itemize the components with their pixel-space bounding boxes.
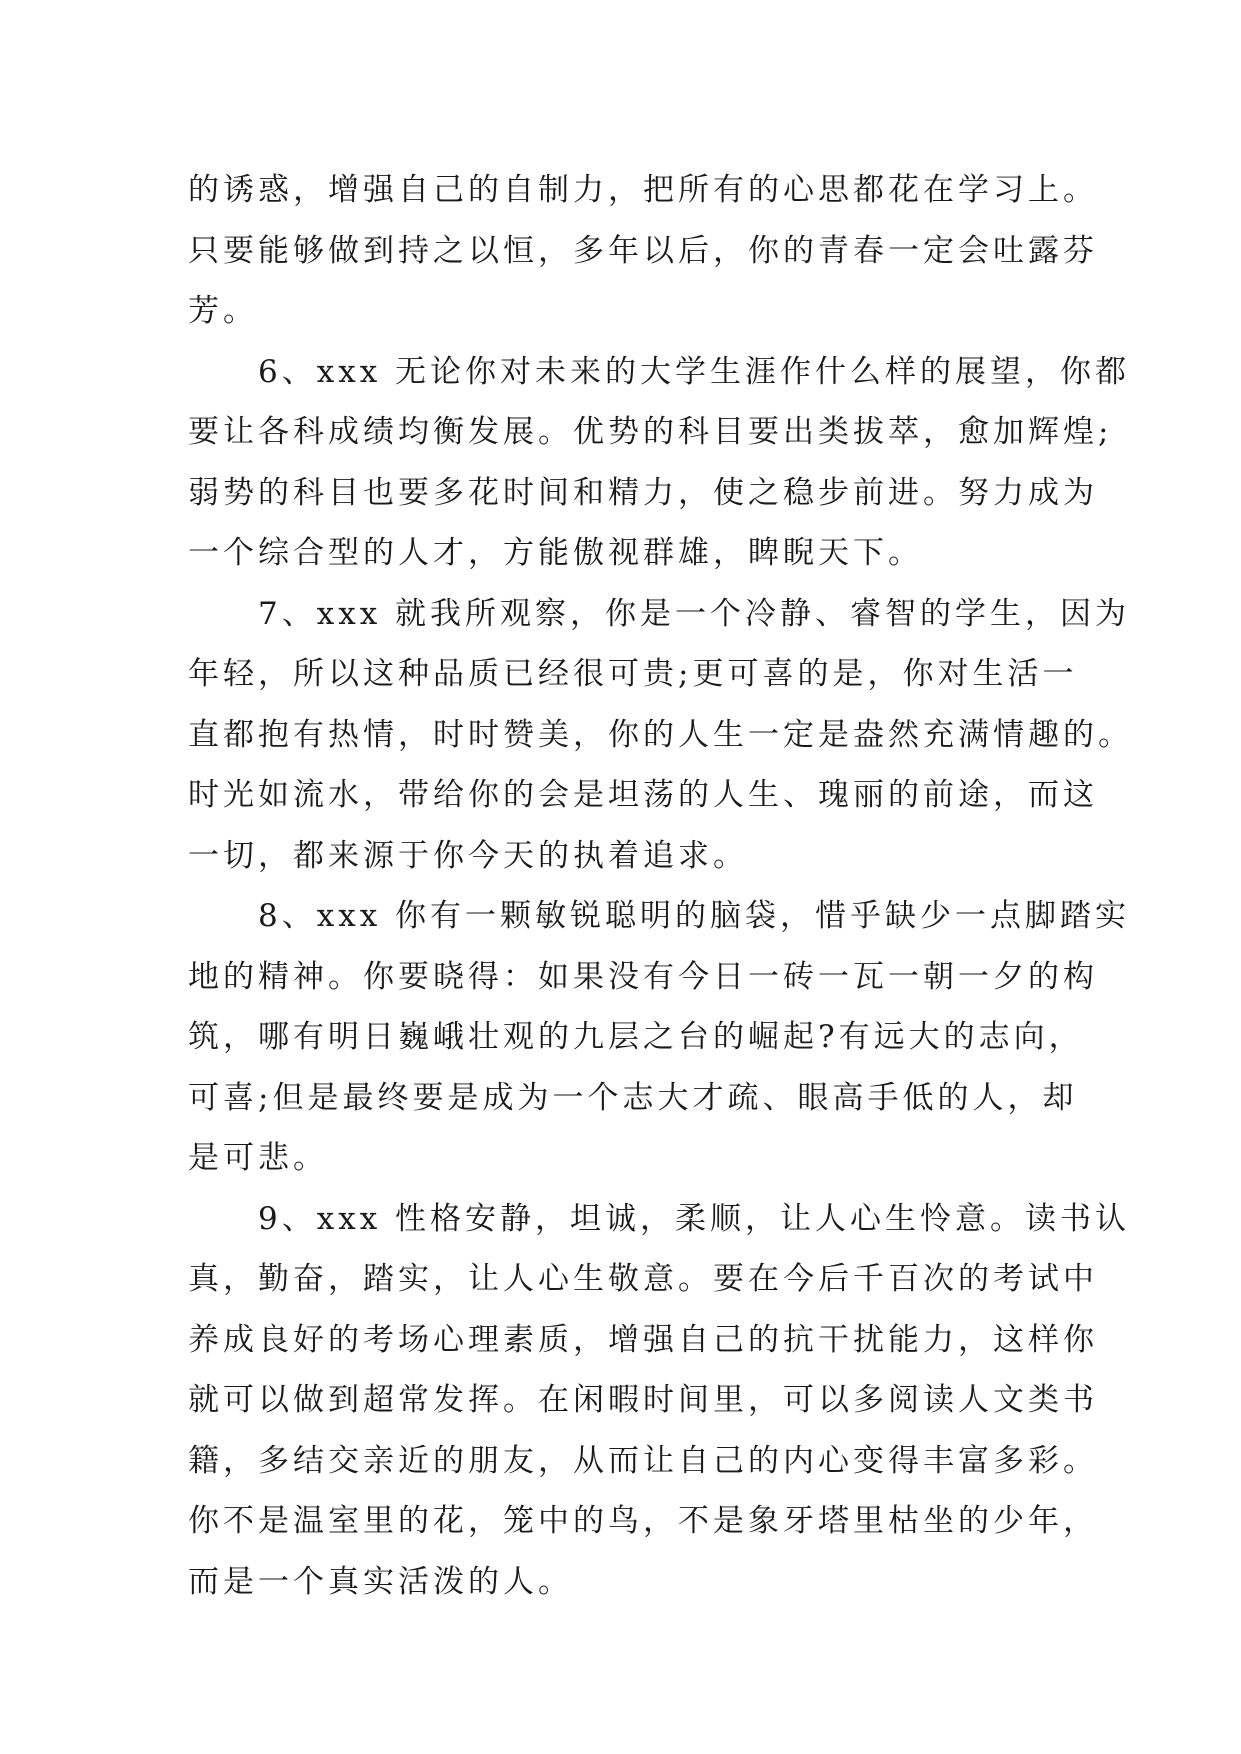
text-line: 地的精神。你要晓得：如果没有今日一砖一瓦一朝一夕的构 [188, 958, 1098, 995]
text-line: 年轻，所以这种品质已经很可贵;更可喜的是，你对生活一 [188, 656, 1078, 692]
document-body [188, 160, 1133, 1612]
text-line: 是可悲。 [188, 1140, 328, 1176]
text-line: 要让各科成绩均衡发展。优势的科目要出类拔萃，愈加辉煌; [188, 414, 1113, 450]
paragraph-7-line: 7、xxx 就我所观察，你是一个冷静、睿智的学生，因为 [188, 595, 1131, 632]
paragraph-8-line: 8、xxx 你有一颗敏锐聪明的脑袋，惜乎缺少一点脚踏实 [188, 898, 1131, 934]
text-line: 就可以做到超常发挥。在闲暇时间里，可以多阅读人文类书 [188, 1382, 1098, 1418]
text-line: 只要能够做到持之以恒，多年以后，你的青春一定会吐露芬 [188, 232, 1098, 269]
text-line: 直都抱有热情，时时赞美，你的人生一定是盎然充满情趣的。 [188, 716, 1133, 753]
text-line: 的诱惑，增强自己的自制力，把所有的心思都花在学习上。 [188, 172, 1098, 208]
text-line: 一切，都来源于你今天的执着追求。 [188, 837, 748, 874]
text-line: 真，勤奋，踏实，让人心生敬意。要在今后千百次的考试中 [188, 1261, 1098, 1297]
paragraph-6-line: 6、xxx 无论你对未来的大学生涯作什么样的展望，你都 [188, 353, 1131, 390]
text-line: 弱势的科目也要多花时间和精力，使之稳步前进。努力成为 [188, 474, 1098, 511]
text-line: 可喜;但是最终要是成为一个志大才疏、眼高手低的人，却 [188, 1079, 1078, 1116]
text-line: 一个综合型的人才，方能傲视群雄，睥睨天下。 [188, 535, 923, 571]
text-line: 养成良好的考场心理素质，增强自己的抗干扰能力，这样你 [188, 1321, 1098, 1358]
text-line: 筑，哪有明日巍峨壮观的九层之台的崛起?有远大的志向， [188, 1019, 1084, 1055]
text-line: 而是一个真实活泼的人。 [188, 1563, 573, 1600]
text-line: 时光如流水，带给你的会是坦荡的人生、瑰丽的前途，而这 [188, 777, 1098, 813]
paragraph-9-line: 9、xxx 性格安静，坦诚，柔顺，让人心生怜意。读书认 [188, 1200, 1131, 1237]
text-line: 籍，多结交亲近的朋友，从而让自己的内心变得丰富多彩。 [188, 1442, 1098, 1479]
text-line: 你不是温室里的花，笼中的鸟，不是象牙塔里枯坐的少年， [188, 1503, 1098, 1539]
text-line: 芳。 [188, 293, 258, 329]
